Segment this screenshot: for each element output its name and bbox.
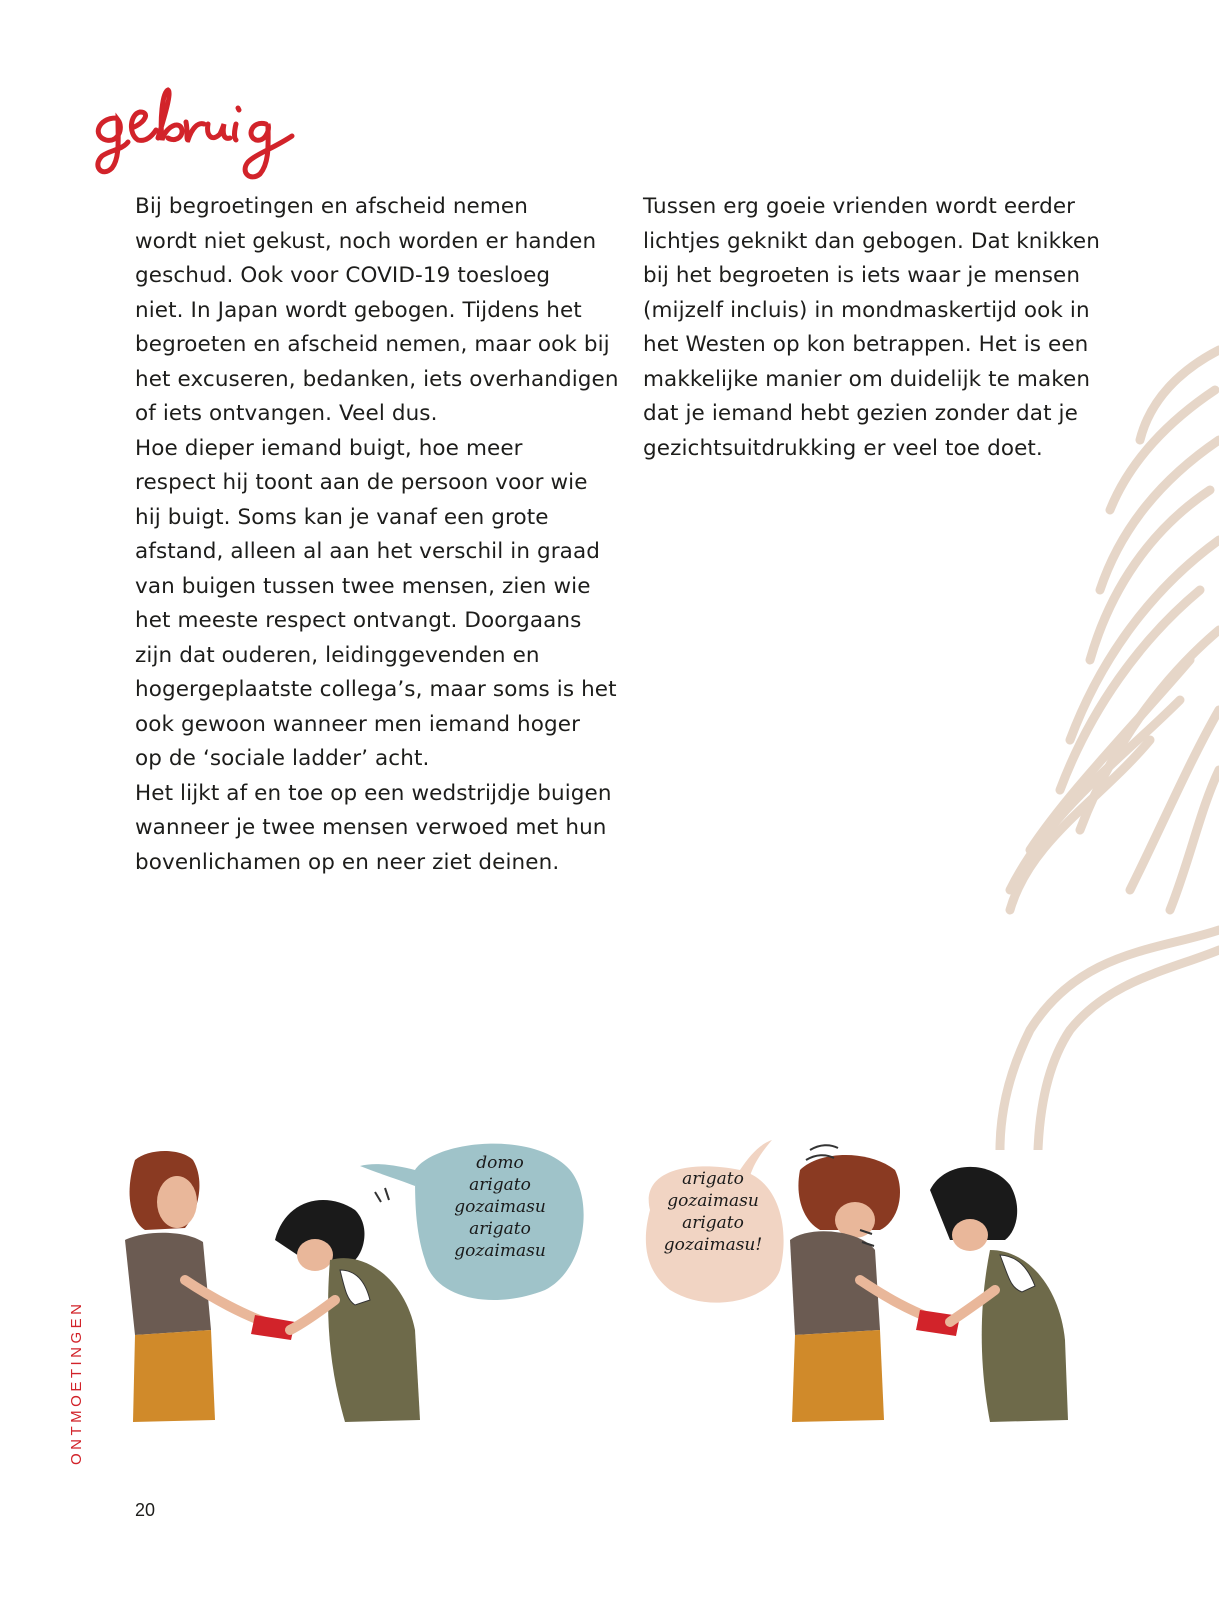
paragraph-4: Tussen erg goeie vrienden wordt eerder lichtjes geknikt dan gebogen. Dat knikken bij het begroeten is iets waar je mensen (mijzelf incluis) in mondmaskertijd ook in het Westen op kon betrappen. Het is een makkelijke manier om duidelijk te maken dat je iemand hebt gezien zonder dat je gezichtsuitdrukking er veel toe doet. [643,194,1100,461]
text-column-left [135,190,635,880]
paragraph-1: Bij begroetingen en afscheid nemen wordt niet gekust, noch worden er handen geschud. Ook voor COVID-19 toesloeg niet. In Japan wordt gebogen. Tijdens het begroeten en afscheid nemen, maar ook bij het excuseren, bedanken, iets overhandigen of iets ontvangen. Veel dus. [135,194,619,426]
background-sketch-illustration [990,330,1219,1150]
page-number: 20 [135,1500,156,1520]
illustration-left-panel [115,1130,635,1460]
covid-term: COVID-19 [345,263,451,288]
illustration-right-panel [630,1130,1150,1460]
chapter-title [88,78,308,188]
speech-bubble-right-text: arigato gozaimasu arigato gozaimasu! [663,1169,763,1255]
paragraph-3: Het lijkt af en toe op een wedstrijdje buigen wanneer je twee mensen verwoed met hun bovenlichamen op en neer ziet deinen. [135,780,612,875]
speech-bubble-left-text: domo arigato gozaimasu arigato gozaimasu [454,1153,546,1261]
section-side-label: ONTMOETINGEN [68,1300,85,1465]
paragraph-2: Hoe dieper iemand buigt, hoe meer respect hij toont aan de persoon voor wie hij buigt. Soms kan je vanaf een grote afstand, alleen al aan het verschil in graad van buigen tussen twee mensen, zien wie het meeste respect ontvangt. Doorgaans zijn dat ouderen, leidinggevenden en hogergeplaatste collega’s, maar soms is het ook gewoon wanneer men iemand hoger op de ‘sociale ladder’ acht. [135,435,617,771]
title-handwriting [88,78,308,188]
